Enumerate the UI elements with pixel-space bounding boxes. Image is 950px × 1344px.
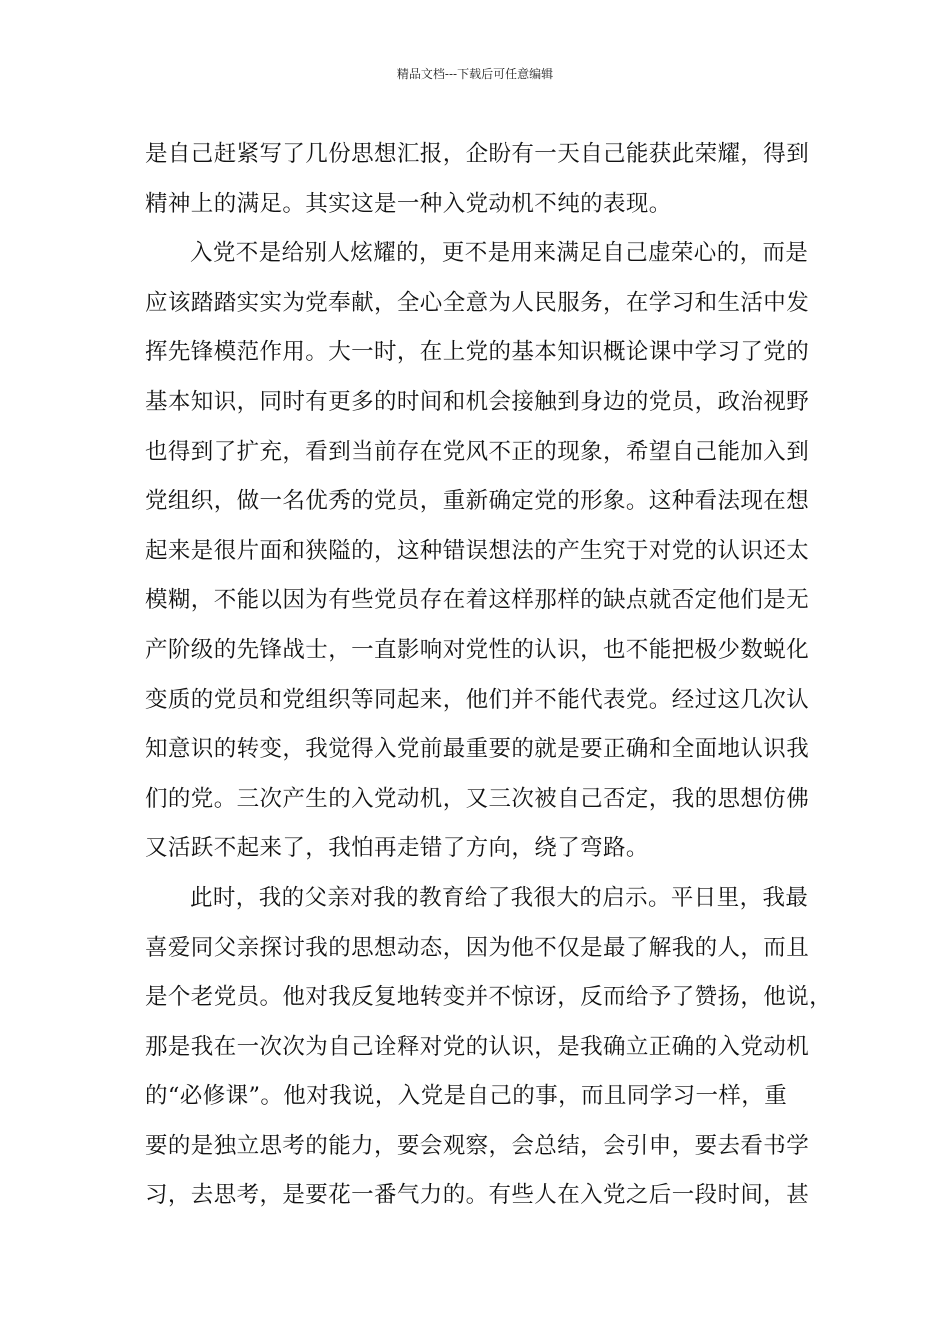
text-line: 要的是独立思考的能力，要会观察，会总结，会引申，要去看书学: [145, 1132, 810, 1159]
text-line: 入党不是给别人炫耀的，更不是用来满足自己虚荣心的，而是: [190, 240, 809, 267]
text-line: 又活跃不起来了，我怕再走错了方向，绕了弯路。: [145, 835, 649, 862]
text-line: 是自己赶紧写了几份思想汇报，企盼有一天自己能获此荣耀，得到: [145, 141, 810, 167]
text-line: 习，去思考，是要花一番气力的。有些人在入党之后一段时间，甚: [145, 1182, 810, 1209]
text-line: 精神上的满足。其实这是一种入党动机不纯的表现。: [145, 190, 672, 217]
text-line: 基本知识，同时有更多的时间和机会接触到身边的党员，政治视野: [145, 388, 810, 415]
text-line: 喜爱同父亲探讨我的思想动态，因为他不仅是最了解我的人，而且: [145, 934, 810, 961]
text-line: 变质的党员和党组织等同起来，他们并不能代表党。经过这几次认: [145, 686, 810, 713]
text-line: 挥先锋模范作用。大一时，在上党的基本知识概论课中学习了党的: [145, 339, 810, 366]
text-line: 们的党。三次产生的入党动机，又三次被自己否定，我的思想仿佛: [145, 785, 810, 812]
document-body: [145, 130, 833, 1221]
text-line: 应该踏踏实实为党奉献，全心全意为人民服务，在学习和生活中发: [145, 289, 810, 316]
text-line: 是个老党员。他对我反复地转变并不惊讶，反而给予了赞扬，他说，: [145, 984, 833, 1011]
text-line: 的“必修课”。他对我说，入党是自己的事，而且同学习一样，重: [145, 1083, 788, 1110]
text-line: 此时，我的父亲对我的教育给了我很大的启示。平日里，我最: [190, 884, 809, 911]
text-line: 也得到了扩充，看到当前存在党风不正的现象，希望自己能加入到: [145, 438, 810, 465]
text-line: 起来是很片面和狭隘的，这种错误想法的产生究于对党的认识还太: [145, 537, 810, 564]
text-line: 那是我在一次次为自己诠释对党的认识，是我确立正确的入党动机: [145, 1033, 810, 1060]
text-line: 党组织，做一名优秀的党员，重新确定党的形象。这种看法现在想: [145, 488, 810, 515]
page-header: 精品文档---下载后可任意编辑: [396, 67, 554, 81]
text-line: 模糊，不能以因为有些党员存在着这样那样的缺点就否定他们是无: [145, 587, 810, 614]
text-line: 产阶级的先锋战士，一直影响对党性的认识，也不能把极少数蜕化: [145, 636, 810, 663]
text-line: 知意识的转变，我觉得入党前最重要的就是要正确和全面地认识我: [145, 736, 810, 763]
